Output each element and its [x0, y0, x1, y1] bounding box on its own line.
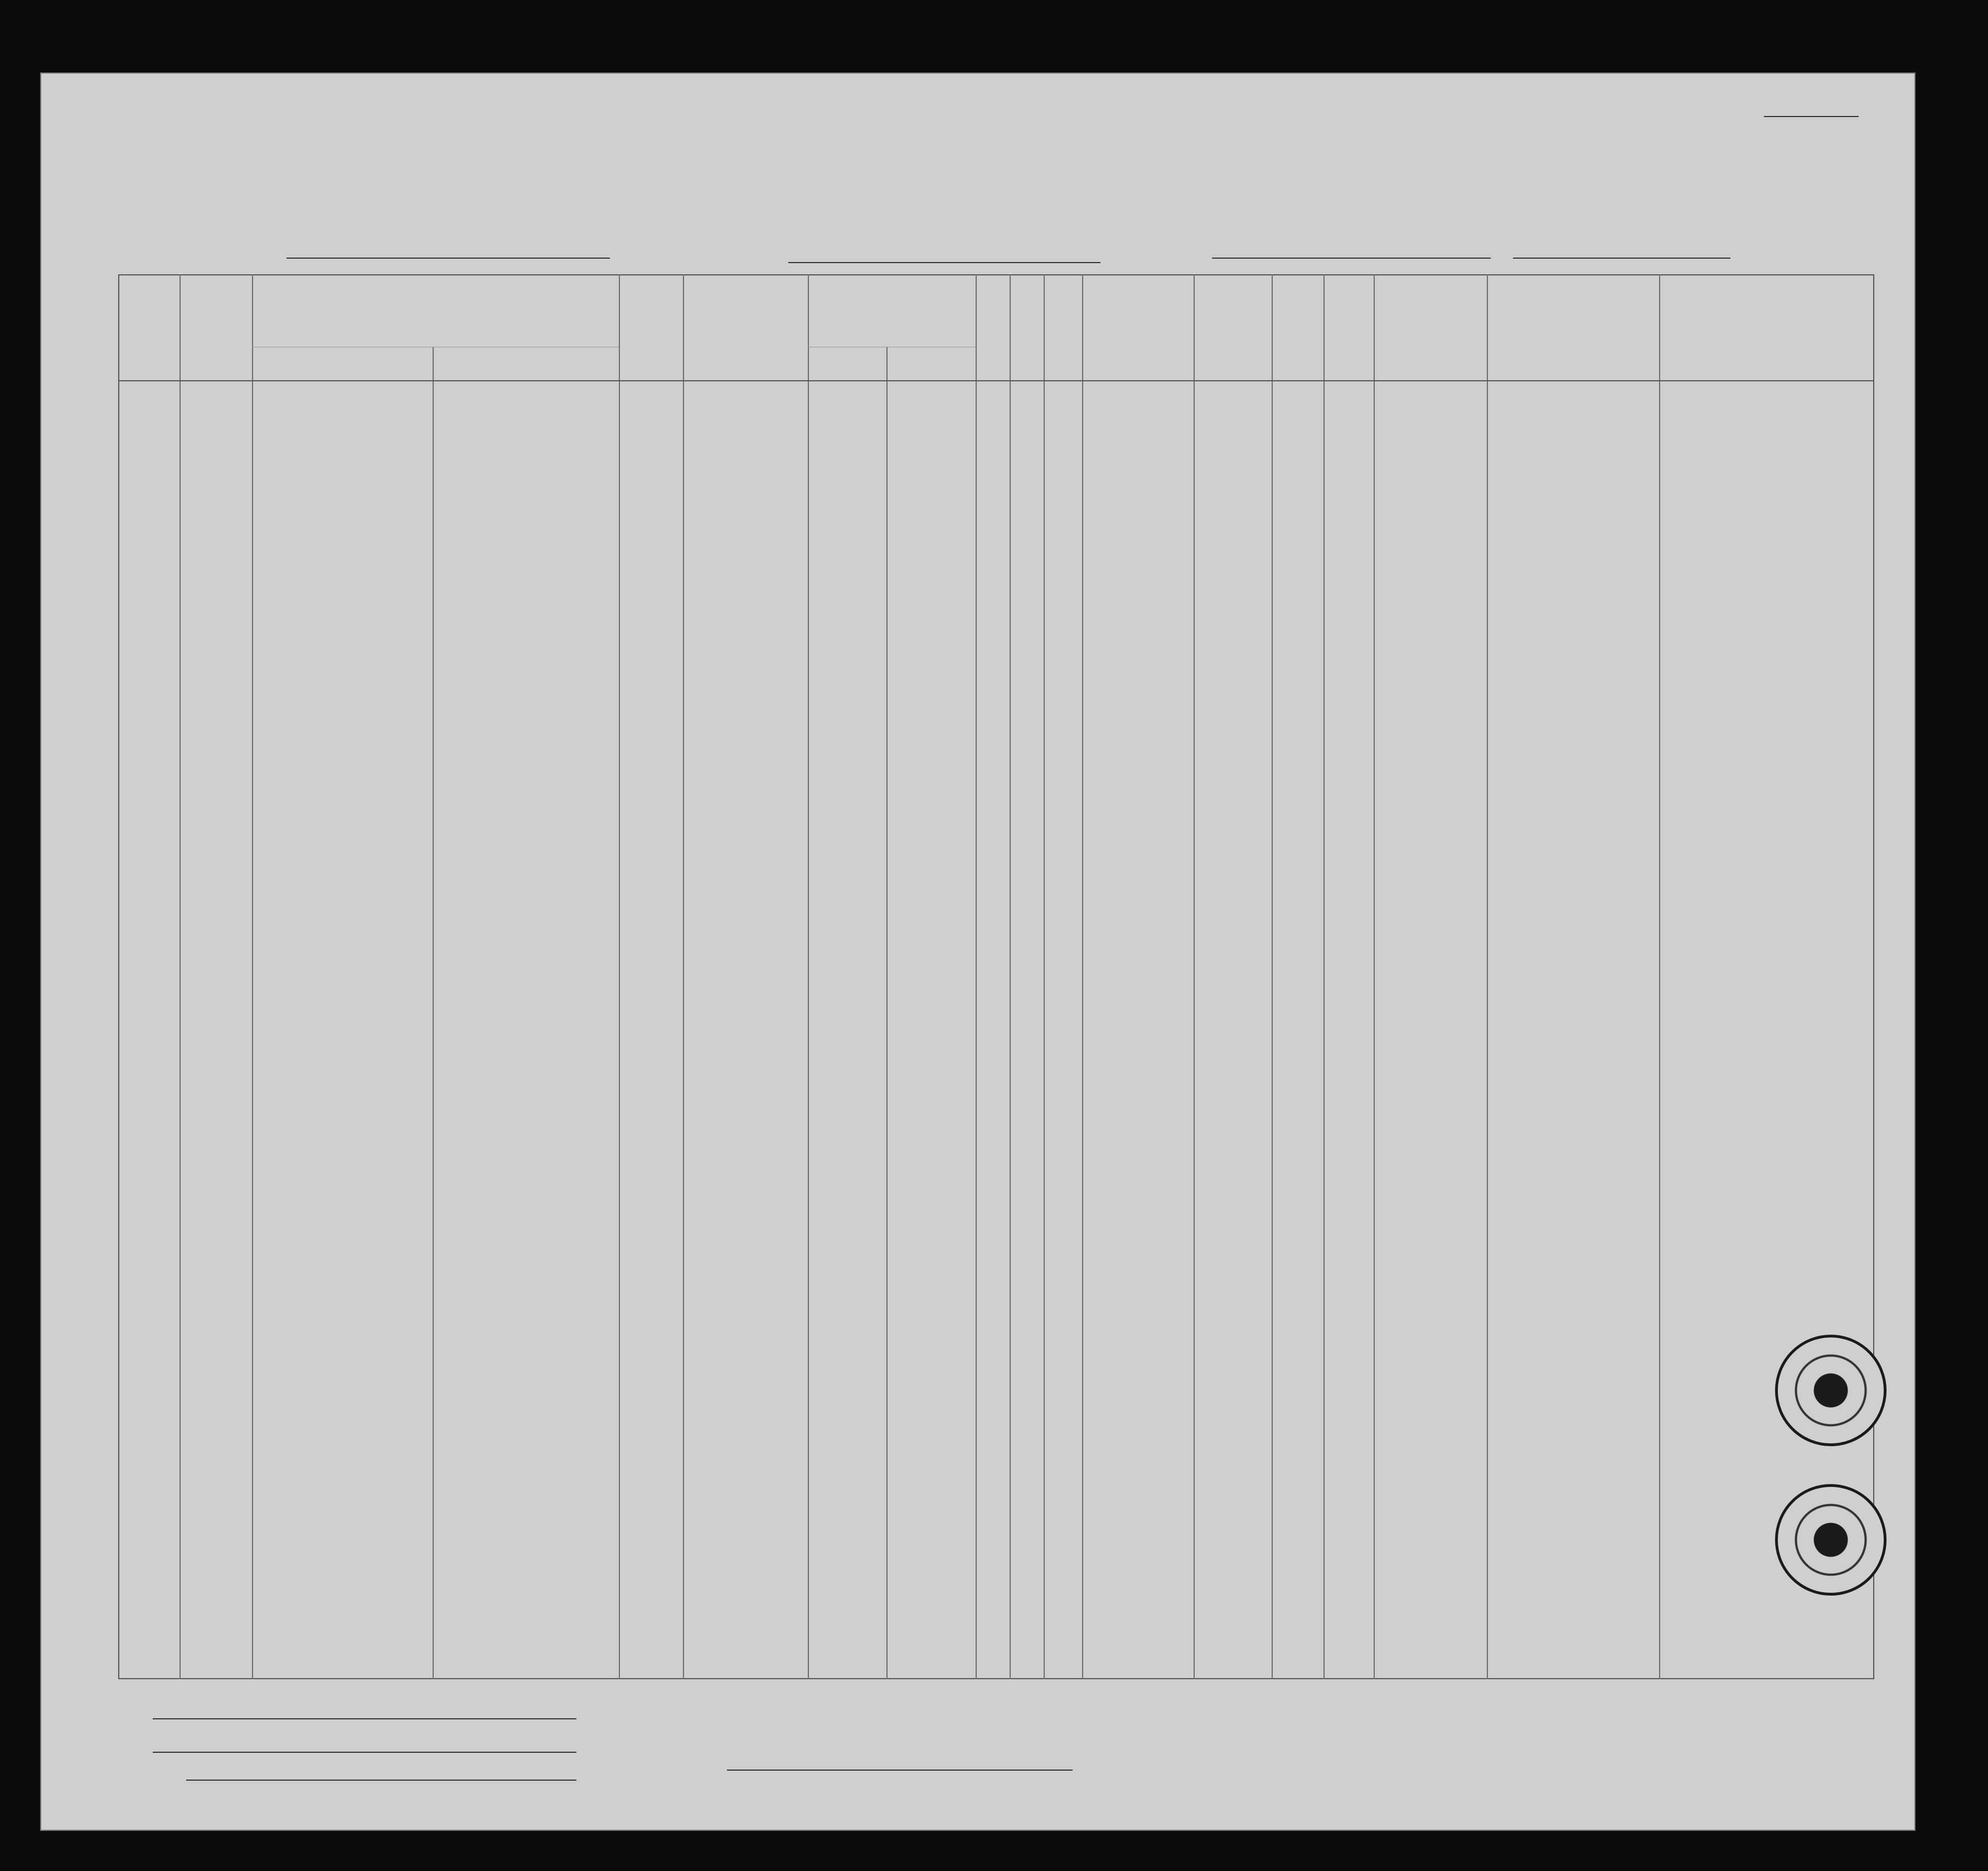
column-rule [808, 274, 809, 1679]
header-separator [118, 380, 1874, 381]
column-rule [433, 347, 434, 1679]
column-rule [1082, 274, 1083, 1679]
consulate-stamp [1775, 1335, 1887, 1446]
column-rule [1487, 274, 1488, 1679]
column-rule [1323, 274, 1325, 1679]
column-rule [619, 274, 620, 1679]
column-rule [1010, 274, 1011, 1679]
column-rule [1659, 274, 1660, 1679]
column-rule [1374, 274, 1375, 1679]
consulate-stamp [1775, 1484, 1887, 1596]
column-rule [886, 347, 888, 1679]
column-rule [252, 274, 253, 1679]
column-rule [1044, 274, 1045, 1679]
column-rule [1272, 274, 1273, 1679]
column-rule [976, 274, 977, 1679]
crew-table [118, 274, 1874, 1679]
manifest-sheet [40, 72, 1916, 1831]
column-rule [683, 274, 684, 1679]
column-rule [1194, 274, 1195, 1679]
column-rule [180, 274, 181, 1679]
